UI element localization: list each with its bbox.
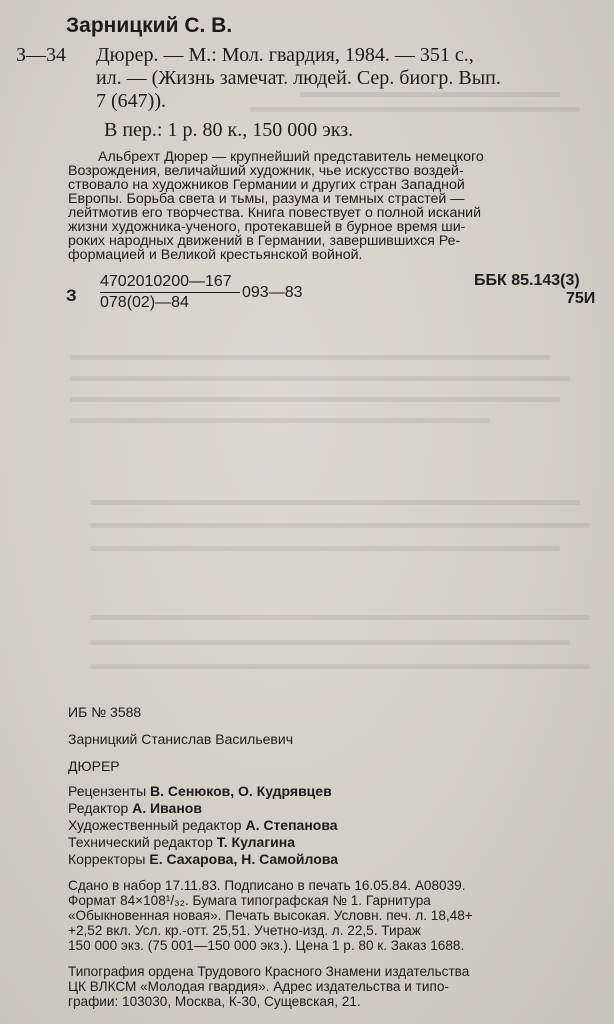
printer-line: графии: 103030, Москва, К-30, Сущевская, 21. — [68, 994, 361, 1009]
classification-suffix: 093—83 — [242, 284, 303, 301]
abstract-line: Альбрехт Дюрер — крупнейший представитель немецкого — [98, 149, 484, 165]
credit-tech-editor — [68, 834, 295, 850]
bibliographic-line: ил. — (Жизнь замечат. людей. Сер. биогр. Вып. — [96, 67, 501, 89]
abstract-line: Европы. Борьба света и тьмы, разума и темных страстей — — [68, 191, 465, 207]
bleed-through-line — [90, 523, 590, 528]
bleed-through-line — [90, 546, 560, 551]
tech-line: «Обыкновенная новая». Печать высокая. Условн. печ. л. 18,48+ — [68, 908, 473, 923]
author-header: Зарницкий С. В. — [66, 14, 233, 37]
tech-line: +2,52 вкл. Усл. кр.-отт. 25,51. Учетно-изд. л. 22,5. Тираж — [68, 923, 421, 938]
tech-line: Сдано в набор 17.11.83. Подписано в печать 16.05.84. А08039. — [68, 878, 466, 893]
printer-line: ЦК ВЛКСМ «Молодая гвардия». Адрес издательства и типо- — [68, 979, 449, 994]
tech-line: Формат 84×108¹/₃₂. Бумага типографская № 1. Гарнитура — [68, 893, 431, 908]
credit-role: Технический редактор — [68, 834, 213, 850]
abstract-line: лейтмотив его творчества. Книга повествует о полной исканий — [68, 205, 482, 221]
credit-proofreaders — [68, 851, 338, 867]
classification-numerator: 4702010200—167 — [100, 273, 232, 290]
bleed-through-line — [70, 355, 550, 360]
abstract-line: ствовало на художников Германии и других стран Западной — [68, 177, 465, 193]
bleed-through-line — [90, 615, 590, 620]
bleed-through-line — [70, 397, 560, 402]
abstract-line: формацией и Великой крестьянской войной. — [68, 247, 363, 263]
bleed-through-line — [70, 376, 570, 381]
credit-names: Т. Кулагина — [216, 834, 296, 850]
bleed-through-line — [90, 640, 570, 645]
credit-names: А. Степанова — [245, 817, 338, 833]
credit-art-editor — [68, 817, 338, 833]
classification-letter: З — [66, 286, 77, 305]
bleed-through-line — [70, 418, 490, 423]
bleed-through-line — [90, 664, 590, 669]
catalog-code: З—34 — [16, 44, 67, 66]
bibliographic-line: 7 (647)). — [96, 90, 166, 112]
abstract-line: жизни художника-ученого, протекавшей в бурное время ши- — [68, 219, 466, 235]
book-title: ДЮРЕР — [68, 758, 120, 774]
ib-number: ИБ № 3588 — [68, 704, 142, 720]
credit-names: В. Сенюков, О. Кудрявцев — [150, 783, 332, 799]
author-mark: 75И — [566, 290, 596, 307]
credit-names: Е. Сахарова, Н. Самойлова — [149, 851, 338, 867]
author-full-name: Зарницкий Станислав Васильевич — [68, 731, 293, 747]
bleed-through-line — [300, 92, 560, 97]
classification-denominator: 078(02)—84 — [100, 294, 189, 311]
bleed-through-line — [250, 107, 580, 112]
bbk-code: ББК 85.143(3) — [474, 272, 580, 289]
credit-editor — [68, 800, 202, 816]
price-line: В пер.: 1 р. 80 к., 150 000 экз. — [104, 119, 354, 141]
fraction-bar — [100, 292, 240, 293]
bibliographic-line: Дюрер. — М.: Мол. гвардия, 1984. — 351 с., — [96, 44, 474, 66]
credit-role: Редактор — [68, 800, 129, 816]
credit-role: Художественный редактор — [68, 817, 242, 833]
tech-line: 150 000 экз. (75 001—150 000 экз.). Цена 1 р. 80 к. Заказ 1688. — [68, 938, 465, 953]
credit-names: А. Иванов — [132, 800, 202, 816]
credit-reviewers — [68, 783, 332, 799]
printer-line: Типография ордена Трудового Красного Знамени издательства — [68, 964, 470, 979]
bleed-through-line — [90, 500, 580, 505]
abstract-line: Возрождения, величайший художник, чье искусство воздей- — [68, 163, 464, 179]
credit-role: Корректоры — [68, 851, 146, 867]
abstract-line: роких народных движений в Германии, завершившихся Ре- — [68, 233, 461, 249]
credit-role: Рецензенты — [68, 783, 147, 799]
